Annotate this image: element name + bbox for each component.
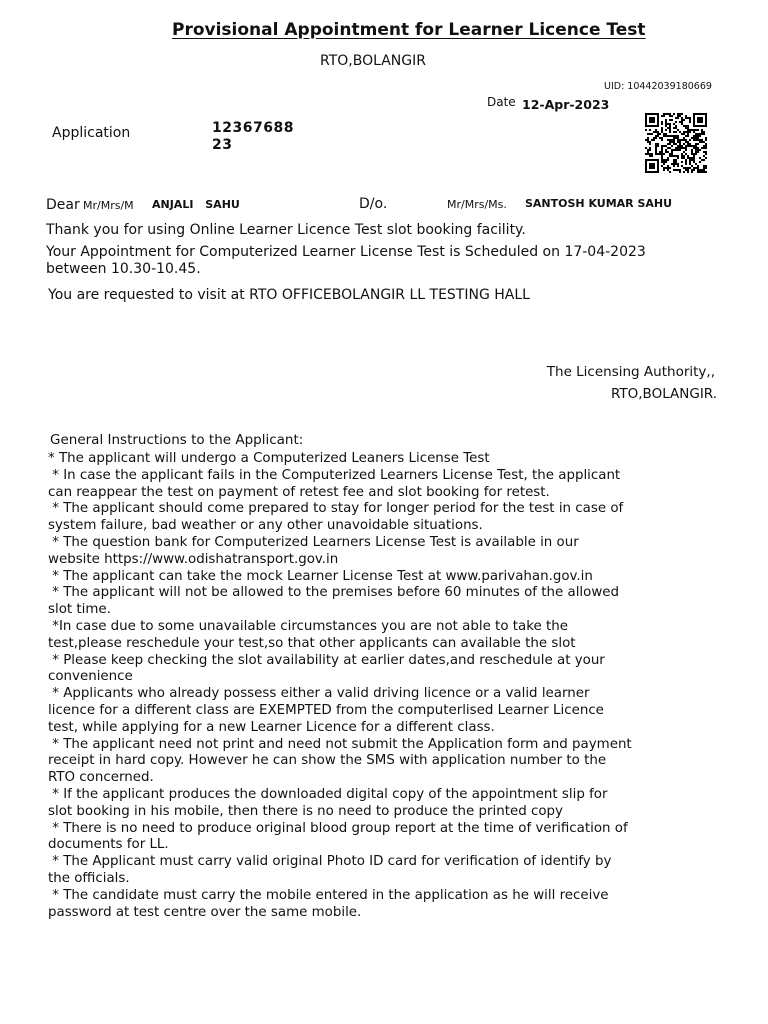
instruction-line: * The applicant can take the mock Learner License Test at www.parivahan.gov.in: [48, 568, 593, 584]
instruction-line: slot time.: [48, 602, 111, 618]
date-label: Date: [487, 95, 516, 109]
instructions-list: [48, 451, 728, 921]
application-label: Application: [52, 125, 131, 141]
instruction-line: * If the applicant produces the downloaded digital copy of the appointment slip for: [48, 786, 608, 802]
instruction-line: * Applicants who already possess either a valid driving licence or a valid learner: [48, 686, 590, 702]
instruction-line: website https://www.odishatransport.gov.in: [48, 551, 339, 567]
instruction-line: test, while applying for a new Learner Licence for a different class.: [48, 719, 495, 735]
instruction-line: * The Applicant must carry valid original Photo ID card for verification of identify by: [48, 854, 612, 870]
applicant-salutation: Mr/Mrs/M: [83, 199, 134, 212]
office-name: RTO,BOLANGIR: [320, 53, 426, 69]
instruction-line: convenience: [48, 669, 133, 685]
licensing-authority: The Licensing Authority,,: [546, 364, 715, 380]
uid-text: UID: 10442039180669: [604, 81, 712, 92]
instruction-line: documents for LL.: [48, 837, 169, 853]
date-value: 12-Apr-2023: [522, 97, 610, 112]
instruction-line: password at test centre over the same mobile.: [48, 904, 362, 920]
instruction-line: RTO concerned.: [48, 770, 154, 786]
relation-text: D/o.: [359, 196, 388, 212]
instruction-line: slot booking in his mobile, then there is no need to produce the printed copy: [48, 803, 563, 819]
instruction-line: * The applicant should come prepared to stay for longer period for the test in case of: [48, 501, 624, 517]
instruction-line: *In case due to some unavailable circumstances you are not able to take the: [48, 618, 568, 634]
thanks-text: Thank you for using Online Learner Licence Test slot booking facility.: [46, 222, 526, 238]
instruction-line: * The applicant will undergo a Computerized Leaners License Test: [48, 451, 490, 466]
instruction-line: test,please reschedule your test,so that other applicants can available the slot: [48, 635, 576, 651]
instruction-line: system failure, bad weather or any other unavoidable situations.: [48, 518, 483, 534]
schedule-text-2: between 10.30-10.45.: [46, 261, 201, 277]
authority-office: RTO,BOLANGIR.: [610, 386, 717, 402]
instruction-line: * The applicant need not print and need not submit the Application form and payment: [48, 736, 632, 752]
guardian-name: SANTOSH KUMAR SAHU: [525, 197, 673, 210]
page-title: Provisional Appointment for Learner Licence Test: [172, 20, 646, 40]
visit-text: You are requested to visit at RTO OFFICEBOLANGIR LL TESTING HALL: [48, 287, 530, 303]
instruction-line: can reappear the test on payment of retest fee and slot booking for retest.: [48, 484, 550, 500]
instruction-line: licence for a different class are EXEMPTED from the computerlised Learner Licence: [48, 702, 604, 718]
instruction-line: * The question bank for Computerized Learners License Test is available in our: [48, 534, 579, 550]
instruction-line: the officials.: [48, 870, 130, 886]
guardian-salutation: Mr/Mrs/Ms.: [447, 198, 507, 211]
instruction-line: * The candidate must carry the mobile entered in the application as he will receive: [48, 887, 609, 903]
instruction-line: * In case the applicant fails in the Computerized Learners License Test, the applicant: [48, 467, 621, 483]
dear-text: Dear: [46, 197, 80, 213]
applicant-name: ANJALI SAHU: [152, 198, 240, 211]
schedule-text-1: Your Appointment for Computerized Learner License Test is Scheduled on 17-04-2023: [46, 244, 646, 260]
instruction-line: * Please keep checking the slot availability at earlier dates,and reschedule at your: [48, 652, 605, 668]
qr-code-icon: [645, 113, 707, 173]
instructions-heading: General Instructions to the Applicant:: [50, 432, 304, 448]
instruction-line: * The applicant will not be allowed to the premises before 60 minutes of the allowed: [48, 585, 620, 601]
instruction-line: * There is no need to produce original blood group report at the time of verification of: [48, 820, 628, 836]
instruction-line: receipt in hard copy. However he can show the SMS with application number to the: [48, 753, 607, 769]
application-number: 1236768823: [212, 120, 294, 153]
